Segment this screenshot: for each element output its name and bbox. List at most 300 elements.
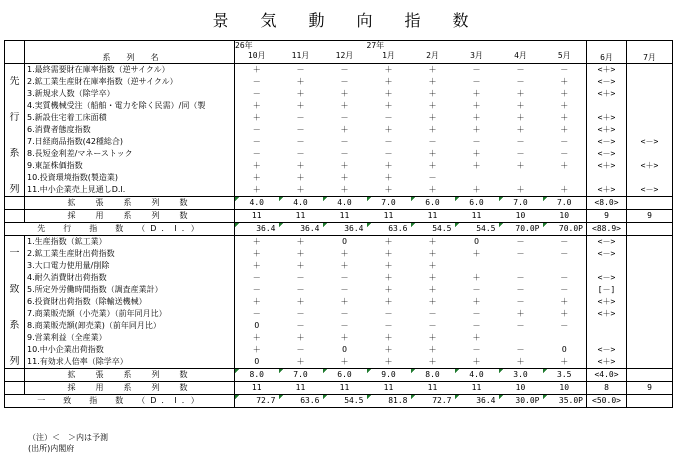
adopt-count-value: 11 (367, 382, 411, 395)
series-value: ＋ (235, 64, 279, 77)
series-value: ＋ (472, 249, 481, 258)
expand-count-row (5, 197, 673, 210)
expand-count-value: 9.0 (367, 369, 411, 382)
adopt-count-value: 11 (279, 382, 323, 395)
expand-count-value: 8.0 (411, 369, 455, 382)
series-value: － (384, 321, 393, 330)
series-row (5, 344, 673, 356)
series-row (5, 184, 673, 197)
series-value: － (252, 125, 261, 134)
series-value: － (296, 285, 305, 294)
forecast-value (627, 148, 673, 160)
series-value: － (472, 321, 481, 330)
group-label-cell: 列 (5, 356, 25, 369)
forecast-value: <＋> (587, 64, 627, 77)
series-value: － (340, 273, 349, 282)
note-source: (出所)内閣府 (28, 444, 75, 453)
group-label-cell (5, 332, 25, 344)
adopt-count-value: 11 (411, 382, 455, 395)
series-value: ＋ (411, 64, 455, 77)
di-label: 一 致 指 数 （D．I．） (5, 395, 235, 408)
forecast-value (587, 172, 627, 184)
series-value: ＋ (367, 64, 411, 77)
title-char: 気 (260, 11, 277, 30)
series-value: ＋ (340, 333, 349, 342)
series-value: ＋ (296, 185, 305, 194)
series-value: ＋ (296, 101, 305, 110)
year-spacer (279, 41, 323, 51)
forecast-value (627, 112, 673, 124)
series-name: 2.鉱工業生産財在庫率指数（逆サイクル） (25, 76, 235, 88)
series-value: O (455, 236, 499, 249)
series-value: － (516, 77, 525, 86)
forecast-value: 8 (587, 382, 627, 395)
forecast-value: <＋> (587, 296, 627, 308)
series-value: ＋ (252, 185, 261, 194)
forecast-value: <88.9> (587, 223, 627, 236)
forecast-value (627, 88, 673, 100)
series-value: － (340, 149, 349, 158)
series-name: 8.長短金利差/マネーストック (25, 148, 235, 160)
forecast-value (627, 320, 673, 332)
group-label-cell (5, 369, 25, 382)
group-label-cell (5, 160, 25, 172)
series-value: ＋ (296, 357, 305, 366)
forecast-value: <＋> (587, 184, 627, 197)
year-label: 27年 (366, 41, 385, 50)
series-name: 3.大口電力使用量/削除 (25, 260, 235, 272)
series-row (5, 160, 673, 172)
expand-count-value: 7.0 (499, 197, 543, 210)
series-row (5, 308, 673, 320)
forecast-value (627, 308, 673, 320)
adopt-count-value: 11 (279, 210, 323, 223)
series-value: ＋ (384, 185, 393, 194)
notes (28, 432, 108, 454)
title-char: 向 (356, 11, 373, 30)
series-row (5, 112, 673, 124)
series-value: － (323, 64, 367, 77)
year-spacer (411, 41, 455, 51)
header-month-cell (587, 41, 627, 64)
forecast-value (627, 76, 673, 88)
forecast-value: <＋> (587, 124, 627, 136)
series-value: ＋ (296, 297, 305, 306)
forecast-value (627, 332, 673, 344)
month-label: 12月 (335, 51, 354, 60)
header-month-cell (323, 41, 367, 64)
series-value: ＋ (296, 261, 305, 270)
forecast-value (587, 100, 627, 112)
month-label: 11月 (291, 51, 310, 60)
series-value (455, 260, 499, 272)
expand-count-value: 7.0 (367, 197, 411, 210)
series-value: － (516, 273, 525, 282)
forecast-value (587, 332, 627, 344)
series-value: ＋ (340, 101, 349, 110)
series-value: ＋ (516, 101, 525, 110)
series-value: ＋ (472, 89, 481, 98)
expand-count-row (5, 369, 673, 382)
forecast-value: <－> (627, 136, 673, 148)
series-value: ＋ (560, 185, 569, 194)
series-row (5, 332, 673, 344)
series-value (543, 172, 587, 184)
series-value: － (543, 236, 587, 249)
header-row (5, 41, 673, 64)
series-row (5, 320, 673, 332)
adopt-count-value: 11 (323, 210, 367, 223)
di-row (5, 223, 673, 236)
series-value: ＋ (340, 297, 349, 306)
series-name: 1.生産指数（鉱工業） (25, 236, 235, 249)
series-value: － (516, 285, 525, 294)
year-spacer (543, 41, 587, 51)
header-month-cell (411, 41, 455, 64)
adopt-count-value: 11 (411, 210, 455, 223)
adopt-count-value: 10 (499, 382, 543, 395)
series-row (5, 356, 673, 369)
di-row (5, 395, 673, 408)
series-value: ＋ (560, 309, 569, 318)
series-value: ＋ (252, 113, 261, 122)
series-value: ＋ (340, 249, 349, 258)
series-row (5, 248, 673, 260)
title-char: 指 (404, 11, 421, 30)
expand-count-value: 6.0 (411, 197, 455, 210)
series-value: O (342, 345, 347, 354)
series-value: ＋ (296, 249, 305, 258)
group-label-cell: 致 (5, 284, 25, 296)
title-char: 数 (452, 11, 469, 30)
series-value: ＋ (560, 101, 569, 110)
series-value: ＋ (252, 173, 261, 182)
series-value: ＋ (252, 297, 261, 306)
series-value: O (254, 321, 260, 330)
series-row (5, 172, 673, 184)
series-row (5, 88, 673, 100)
series-value (543, 332, 587, 344)
series-value: ＋ (472, 297, 481, 306)
series-value: － (252, 77, 261, 86)
forecast-value: 9 (627, 210, 673, 223)
title-char: 動 (308, 11, 325, 30)
group-label-cell: 系 (5, 320, 25, 332)
month-label: 4月 (514, 51, 527, 60)
adopt-count-value: 11 (367, 210, 411, 223)
series-value: ＋ (472, 273, 481, 282)
expand-count-value: 3.5 (543, 369, 587, 382)
forecast-value: <＋> (587, 356, 627, 369)
series-value: ＋ (472, 357, 481, 366)
group-label-cell (5, 100, 25, 112)
di-label: 先 行 指 数 （D．I．） (5, 223, 235, 236)
series-row (5, 272, 673, 284)
series-value: － (252, 273, 261, 282)
series-value: ＋ (428, 273, 437, 282)
series-value (499, 172, 543, 184)
header-month-cell (455, 41, 499, 64)
series-value: － (516, 321, 525, 330)
series-value: ＋ (472, 101, 481, 110)
series-value: － (472, 345, 481, 354)
forecast-value (627, 344, 673, 356)
series-value: O (254, 357, 260, 366)
forecast-value (627, 296, 673, 308)
di-value: 54.5 (411, 223, 455, 236)
series-value: ＋ (428, 185, 437, 194)
group-label-cell (5, 260, 25, 272)
series-name: 5.新設住宅着工床面積 (25, 112, 235, 124)
series-value: ＋ (384, 101, 393, 110)
expand-count-value: 4.0 (235, 197, 279, 210)
series-value: － (296, 125, 305, 134)
expand-count-value: 4.0 (279, 197, 323, 210)
business-indicator-table (4, 40, 673, 408)
series-value: ＋ (384, 249, 393, 258)
forecast-value (627, 356, 673, 369)
series-value: － (296, 149, 305, 158)
series-name-header: 系 列 名 (102, 53, 159, 62)
di-value: 63.6 (367, 223, 411, 236)
adopt-count-label: 採 用 系 列 数 (25, 382, 235, 395)
forecast-value: <＋> (627, 160, 673, 172)
series-value: － (296, 273, 305, 282)
series-value (455, 172, 499, 184)
series-value: ＋ (428, 77, 437, 86)
series-value: － (472, 137, 481, 146)
series-name: 10.中小企業出荷指数 (25, 344, 235, 356)
month-label: 3月 (470, 51, 483, 60)
series-value: ＋ (560, 297, 569, 306)
header-month-cell (627, 41, 673, 64)
series-value: － (455, 64, 499, 77)
series-value: － (296, 137, 305, 146)
series-value: ＋ (384, 89, 393, 98)
series-value: － (340, 321, 349, 330)
group-label-cell (5, 64, 25, 77)
series-value: － (340, 137, 349, 146)
series-value: － (428, 137, 437, 146)
series-value: ＋ (516, 161, 525, 170)
series-value: － (340, 77, 349, 86)
forecast-value (627, 124, 673, 136)
di-value: 36.4 (455, 395, 499, 408)
series-value: － (560, 273, 569, 282)
series-value: － (340, 285, 349, 294)
header-month-cell (235, 41, 279, 64)
month-label: 2月 (426, 51, 439, 60)
series-value: ＋ (384, 161, 393, 170)
group-label-cell (5, 236, 25, 249)
series-value: ＋ (428, 249, 437, 258)
expand-count-label: 拡 張 系 列 数 (25, 197, 235, 210)
group-label-cell (5, 308, 25, 320)
expand-count-value: 4.0 (455, 369, 499, 382)
header-month-cell (499, 41, 543, 64)
series-value: － (560, 137, 569, 146)
series-value: ＋ (516, 309, 525, 318)
month-label: 1月 (382, 51, 395, 60)
series-row (5, 100, 673, 112)
series-value: ＋ (411, 236, 455, 249)
di-value: 36.4 (279, 223, 323, 236)
series-row (5, 236, 673, 249)
di-value: 54.5 (323, 395, 367, 408)
series-value: ＋ (560, 89, 569, 98)
forecast-value (627, 248, 673, 260)
series-value: ＋ (428, 285, 437, 294)
month-label: 7月 (643, 53, 656, 62)
forecast-value (627, 223, 673, 236)
series-value: － (384, 113, 393, 122)
series-value: ＋ (428, 161, 437, 170)
series-value (499, 260, 543, 272)
di-value: 70.0P (499, 223, 543, 236)
forecast-value (627, 260, 673, 272)
series-value: － (340, 113, 349, 122)
forecast-value: <－> (627, 184, 673, 197)
series-name: 3.新規求人数（除学卒） (25, 88, 235, 100)
series-value: － (560, 249, 569, 258)
adopt-count-value: 11 (235, 210, 279, 223)
series-value: ＋ (560, 161, 569, 170)
series-value: ＋ (516, 113, 525, 122)
group-label-cell (5, 136, 25, 148)
di-value: 54.5 (455, 223, 499, 236)
series-value: － (252, 149, 261, 158)
series-value: ＋ (428, 149, 437, 158)
series-value: ＋ (384, 285, 393, 294)
series-value: ＋ (384, 173, 393, 182)
forecast-value: <－> (587, 248, 627, 260)
series-value: ＋ (252, 261, 261, 270)
header-group-cell (5, 41, 25, 64)
series-value: ＋ (367, 236, 411, 249)
series-name: 1.最終需要財在庫率指数（逆サイクル） (25, 64, 235, 77)
series-value: － (252, 89, 261, 98)
note-forecast: （注）＜ ＞内は予測 (28, 433, 108, 442)
series-value: － (560, 149, 569, 158)
series-value: － (472, 309, 481, 318)
forecast-value (627, 236, 673, 249)
adopt-count-value: 11 (235, 382, 279, 395)
group-label-cell (5, 344, 25, 356)
adopt-count-value: 11 (455, 382, 499, 395)
series-value (499, 332, 543, 344)
group-label-cell (5, 88, 25, 100)
series-value: ＋ (340, 261, 349, 270)
forecast-value: <－> (587, 148, 627, 160)
adopt-count-value: 10 (499, 210, 543, 223)
series-row (5, 76, 673, 88)
series-value: ＋ (384, 333, 393, 342)
adopt-count-row (5, 210, 673, 223)
series-value: － (560, 321, 569, 330)
series-value: － (296, 345, 305, 354)
series-value: － (516, 249, 525, 258)
series-value: ＋ (516, 125, 525, 134)
year-label: 26年 (235, 41, 253, 50)
series-value: ＋ (472, 333, 481, 342)
adopt-count-row (5, 382, 673, 395)
series-name: 7.日経商品指数(42種総合) (25, 136, 235, 148)
series-name: 7.商業販売額（小売業）（前年同月比） (25, 308, 235, 320)
forecast-value: <4.0> (587, 369, 627, 382)
adopt-count-value: 11 (455, 210, 499, 223)
series-value: ＋ (428, 125, 437, 134)
series-value: － (516, 297, 525, 306)
header-item-label (25, 41, 235, 64)
series-value: ＋ (428, 357, 437, 366)
expand-count-value: 7.0 (279, 369, 323, 382)
adopt-count-value: 10 (543, 382, 587, 395)
series-row (5, 296, 673, 308)
series-value: － (384, 309, 393, 318)
forecast-value: <－> (587, 236, 627, 249)
group-label-cell: 系 (5, 148, 25, 160)
series-value: ＋ (472, 185, 481, 194)
series-value: － (472, 77, 481, 86)
series-value: ＋ (428, 101, 437, 110)
series-value: ＋ (384, 357, 393, 366)
series-value: ＋ (252, 101, 261, 110)
month-label: 10月 (247, 51, 266, 60)
series-value: － (279, 64, 323, 77)
expand-count-value: 3.0 (499, 369, 543, 382)
series-value: － (252, 309, 261, 318)
series-value: ＋ (296, 89, 305, 98)
series-value: － (516, 345, 525, 354)
year-spacer (323, 41, 367, 51)
group-label-cell: 行 (5, 112, 25, 124)
series-value: － (543, 64, 587, 77)
series-value: ＋ (384, 77, 393, 86)
year-spacer (499, 41, 543, 51)
series-value: O (323, 236, 367, 249)
series-name: 4.実質機械受注（船舶・電力を除く民需）/同（製 (25, 100, 235, 112)
group-label-cell (5, 197, 25, 210)
series-value: ＋ (384, 297, 393, 306)
forecast-value (627, 284, 673, 296)
series-value: － (499, 236, 543, 249)
series-name: 2.鉱工業生産財出荷指数 (25, 248, 235, 260)
di-value: 36.4 (235, 223, 279, 236)
series-value: ＋ (279, 236, 323, 249)
series-value: ＋ (428, 261, 437, 270)
series-value: － (296, 309, 305, 318)
series-value: ＋ (384, 125, 393, 134)
series-value: O (561, 345, 567, 354)
series-value: ＋ (235, 236, 279, 249)
forecast-value: 9 (587, 210, 627, 223)
expand-count-value: 7.0 (543, 197, 587, 210)
group-label-cell (5, 296, 25, 308)
series-value: ＋ (340, 125, 349, 134)
series-value: ＋ (428, 297, 437, 306)
forecast-value: <＋> (587, 160, 627, 172)
series-value: － (560, 285, 569, 294)
forecast-value: 9 (627, 382, 673, 395)
series-value: ＋ (472, 149, 481, 158)
series-name: 10.投資環境指数(製造業) (25, 172, 235, 184)
series-value: ＋ (252, 333, 261, 342)
series-value: ＋ (296, 173, 305, 182)
forecast-value (627, 100, 673, 112)
forecast-value: <8.0> (587, 197, 627, 210)
series-name: 11.有効求人倍率（除学卒） (25, 356, 235, 369)
series-name: 11.中小企業売上見通しD.I. (25, 184, 235, 197)
